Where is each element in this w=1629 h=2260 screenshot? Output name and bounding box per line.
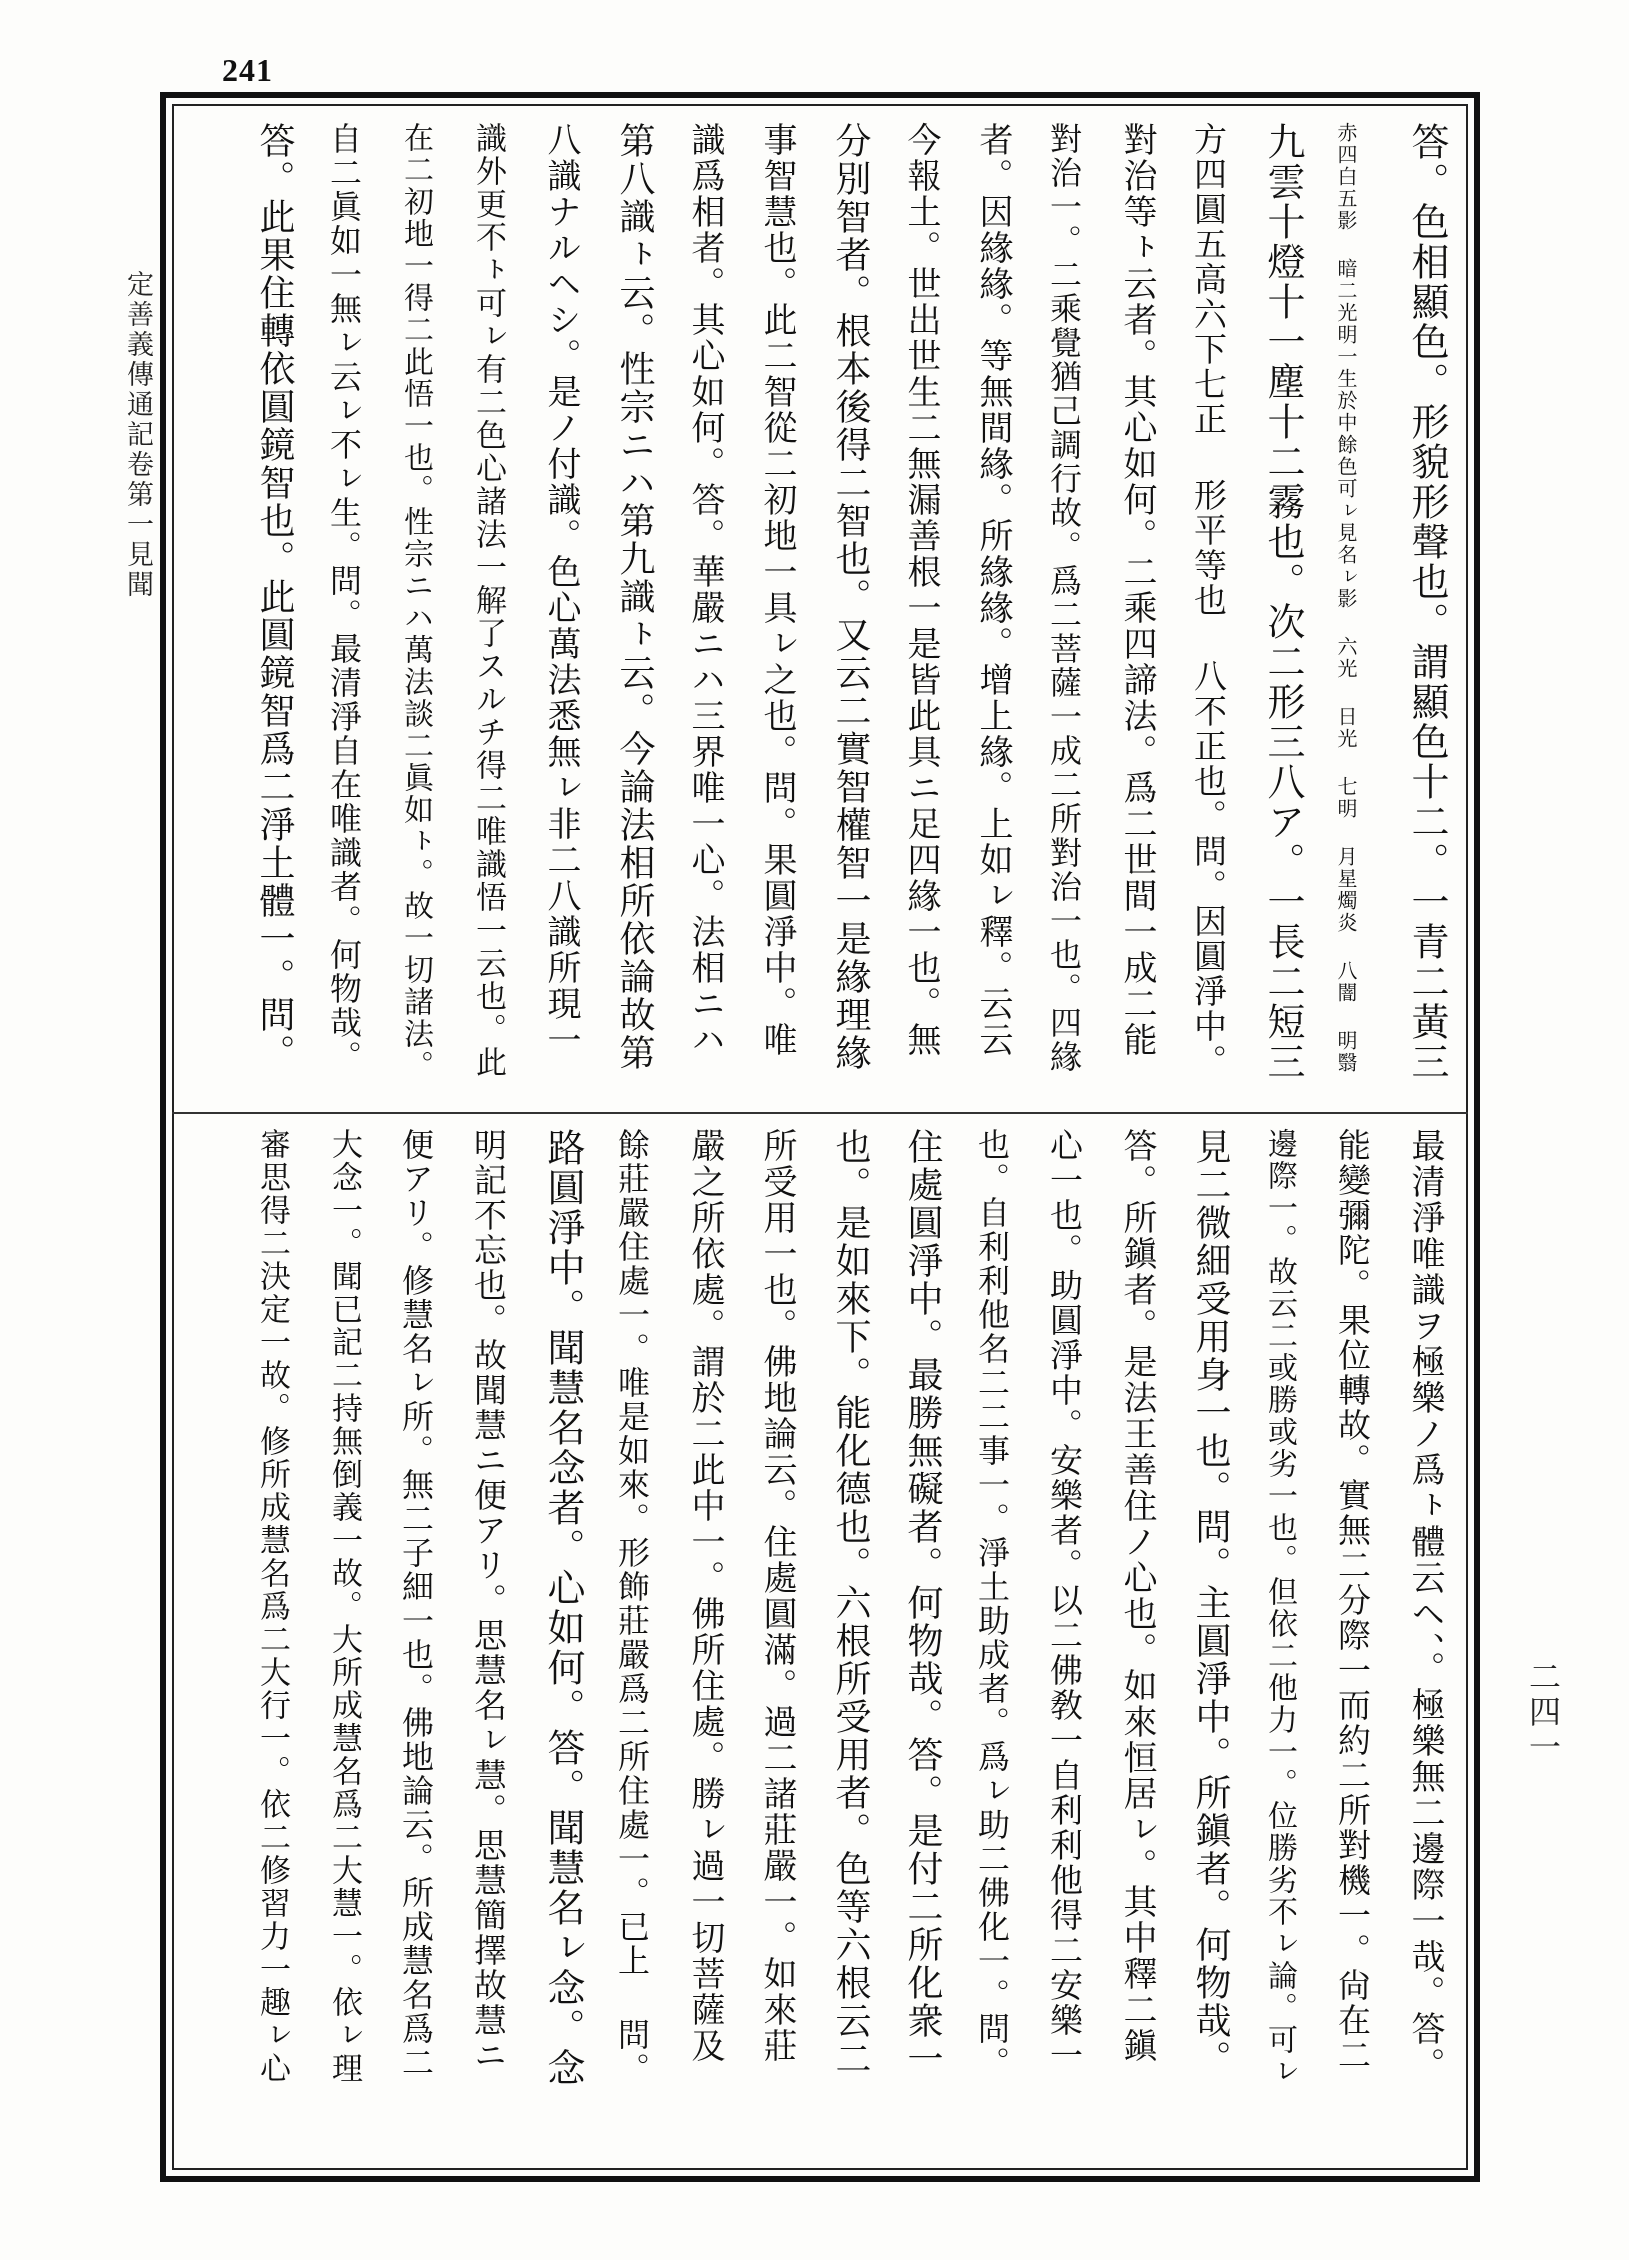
upper-column: 對治等ㇳ云者。其心如何。二乘四諦法。爲二世間一成二能 (1117, 122, 1157, 1058)
upper-column: 答。色相顯色。形貌形聲也。謂顯色十二。一青二黃三 (1405, 122, 1449, 1082)
page-number: 241 (222, 52, 273, 88)
upper-column: 識外更不ㇳ可ㇾ有二色心諸法一解了スルチ得二唯識悟一云也。此 (470, 122, 506, 1079)
lower-column: 答。所鎭者。是法王善住ノ心也。如來恒居ㇾ。其中釋二鎭 (1117, 1128, 1157, 2064)
running-head-side-label: 定善義傳通記卷第一見聞 (122, 270, 153, 600)
lower-column: 最清淨唯識ヲ極樂ノ爲ㇳ體云ヘ、。極樂無二邊際一哉。答。 (1405, 1128, 1445, 2083)
upper-column: 赤四白五影 暗二光明一生於中餘色可ㇾ見名ㇾ影 六光 日光 七明 月星燭炎 八闇 明翳 (1334, 122, 1358, 1074)
upper-column: 事智慧也。此二智從二初地一具ㇾ之也。問。果圓淨中。唯 (757, 122, 797, 1058)
lower-column: 審思得二決定一故。修所成慧名爲二大行一。依二修習力一趣ㇾ心 (254, 1128, 290, 2085)
lower-column: 住處圓淨中。最勝無礙者。何物哉。答。是付二所化衆一 (902, 1128, 943, 2078)
lower-column: 也。是如來下。能化德也。六根所受用者。色等六根云二 (830, 1128, 871, 2078)
side-page-number: 二四一 (1524, 1660, 1562, 1765)
upper-column: 九雲十燈十一塵十二霧也。次二形三八ア。一長二短三 (1261, 122, 1305, 1082)
upper-column: 方四圓五高六下七正 形平等也 八不正也。問。因圓淨中。 (1189, 122, 1228, 1079)
lower-column: 邊際一。故云二或勝或劣一也。但依二他力一。位勝劣不ㇾ論。可ㇾ (1262, 1128, 1297, 2088)
upper-column: 自二眞如一無ㇾ云ㇾ不ㇾ生。問。最清淨自在唯識者。何物哉。 (325, 122, 363, 1074)
lower-column: 便アリ。修慧名ㇾ所。無二子細一也。佛地論云。所成慧名爲二 (397, 1128, 435, 2080)
lower-column: 能變彌陀。果位轉故。實無二分際一而約二所對機一。尙在二 (1333, 1128, 1372, 2073)
section-divider (172, 1112, 1468, 1114)
lower-column: 見二微細受用身一也。問。主圓淨中。所鎭者。何物哉。 (1190, 1128, 1231, 2078)
upper-column: 在二初地一得二此悟一也。性宗ニハ萬法談二眞如ㇳ。故一切諸法。 (398, 122, 433, 1082)
lower-column: 路圓淨中。聞慧名念者。心如何。答。聞慧名ㇾ念。念 (541, 1128, 585, 2088)
upper-column: 對治一。二乘覺猶己調行故。爲二菩薩一成二所對治一也。四緣 (1045, 122, 1083, 1074)
lower-column: 明記不忘也。故聞慧ニ便アリ。思慧名ㇾ慧。思慧簡擇故慧ニ (469, 1128, 508, 2073)
lower-column: 所受用一也。佛地論云。住處圓滿。過二諸莊嚴一。如來莊 (757, 1128, 797, 2064)
lower-column: 心一也。助圓淨中。安樂者。以二佛敎一自利利他得二安樂一 (1045, 1128, 1084, 2073)
upper-column: 八識ナルヘシ。是ノ付識。色心萬法悉無ㇾ非二八識所現一 (541, 122, 581, 1058)
upper-column: 今報土。世出世生二無漏善根一是皆此具ニ足四緣一也。無 (901, 122, 941, 1058)
lower-column: 餘莊嚴住處一。唯是如來。形飾莊嚴爲二所住處一。已上 問。 (613, 1128, 651, 2086)
lower-column: 大念一。聞已記二持無倒義一故。大所成慧名爲二大慧一。依ㇾ理 (326, 1128, 362, 2085)
upper-column: 分別智者。根本後得二智也。又云二實智權智一是緣理緣 (830, 122, 871, 1072)
upper-column: 者。因緣緣。等無間緣。所緣緣。增上緣。上如ㇾ釋。云云 (973, 122, 1013, 1058)
upper-column: 答。此果住轉依圓鏡智也。此圓鏡智爲二淨土體一。問。 (254, 122, 295, 1072)
upper-column: 第八識ㇳ云。性宗ニハ第九識ㇳ云。今論法相所依論故第 (614, 122, 655, 1072)
upper-column: 識爲相者。其心如何。答。華嚴ニハ三界唯一心。法相ニハ (685, 122, 725, 1058)
lower-column: 也。自利利他名二二事一。淨土助成者。爲ㇾ助二佛化一。問。 (973, 1128, 1011, 2080)
lower-column: 嚴之所依處。謂於二此中一。佛所住處。勝ㇾ過一切菩薩及 (685, 1128, 725, 2064)
